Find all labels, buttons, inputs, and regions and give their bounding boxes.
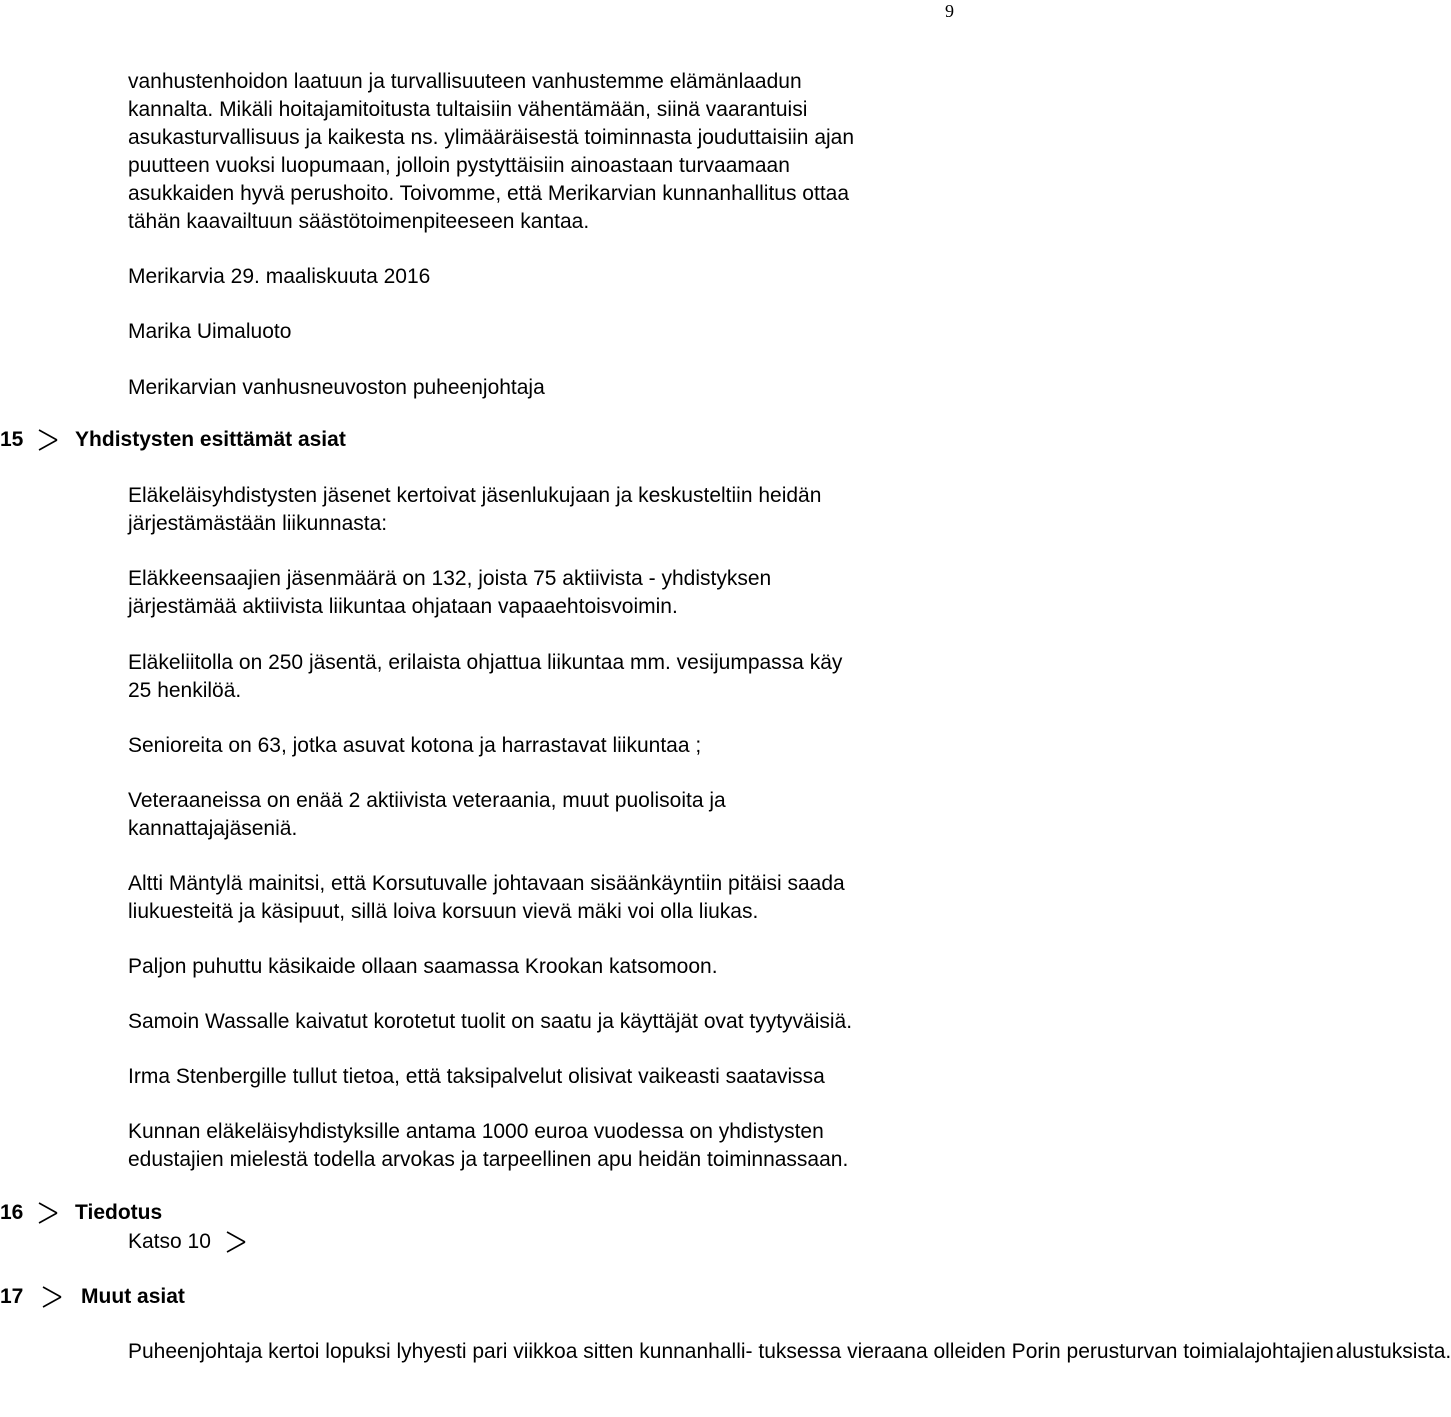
- section-15-paragraph: [128, 565, 771, 621]
- section-15-paragraph: [128, 1118, 848, 1174]
- text-line: Senioreita on 63, jotka asuvat kotona ja harrastavat liikuntaa ;: [128, 734, 702, 757]
- section-15-paragraph: [128, 953, 718, 981]
- section-17-paragraph: [128, 1338, 1451, 1366]
- signer-name: Marika Uimaluoto: [128, 320, 292, 343]
- text-line: puutteen vuoksi luopumaan, jolloin pystyttäisiin ainoastaan turvaamaan: [128, 154, 790, 177]
- text-line: liukuesteitä ja käsipuut, sillä loiva korsuun vievä mäki voi olla liukas.: [128, 900, 759, 923]
- section-marker-icon: [33, 1199, 67, 1227]
- page-number: 9: [945, 1, 954, 21]
- text-line: Veteraaneissa on enää 2 aktiivista veteraania, muut puolisoita ja: [128, 789, 726, 812]
- section-16-note: [128, 1228, 253, 1256]
- text-line: Samoin Wassalle kaivatut korotetut tuolit on saatu ja käyttäjät ovat tyytyväisiä.: [128, 1010, 853, 1033]
- intro-paragraph: [128, 68, 854, 236]
- section-15-paragraph: [128, 482, 821, 538]
- section-15-paragraph: [128, 649, 842, 705]
- text-line: kannalta. Mikäli hoitajamitoitusta tultaisiin vähentämään, siinä vaarantuisi: [128, 98, 808, 121]
- section-15-paragraph: [128, 787, 726, 843]
- text-line: järjestämää aktiivista liikuntaa ohjataan vapaaehtoisvoimin.: [128, 595, 678, 618]
- section-title: Tiedotus: [75, 1201, 163, 1224]
- text-line: tuksessa vieraana olleiden Porin perusturvan toimialajohtajien: [758, 1340, 1334, 1363]
- section-15-paragraph: [128, 1063, 825, 1091]
- text-line: Eläkkeensaajien jäsenmäärä on 132, joista 75 aktiivista - yhdistyksen: [128, 567, 772, 590]
- section-marker-icon: [33, 426, 67, 454]
- signer-title: Merikarvian vanhusneuvoston puheenjohtaja: [128, 376, 545, 399]
- text-line: Eläkeläisyhdistysten jäsenet kertoivat jäsenlukujaan ja keskusteltiin heidän: [128, 484, 822, 507]
- text-line: järjestämästään liikunnasta:: [128, 512, 388, 535]
- place-date: Merikarvia 29. maaliskuuta 2016: [128, 265, 431, 288]
- section-number: 16: [0, 1201, 24, 1224]
- note-text: Katso 10: [128, 1230, 211, 1253]
- section-15-heading: [0, 426, 346, 454]
- text-line: kannattajajäseniä.: [128, 817, 298, 840]
- section-marker-icon: [33, 1283, 73, 1311]
- text-line: 25 henkilöä.: [128, 679, 242, 702]
- text-line: asukasturvallisuus ja kaikesta ns. ylimääräisestä toiminnasta jouduttaisiin ajan: [128, 126, 855, 149]
- section-title: Muut asiat: [81, 1285, 185, 1308]
- text-line: Kunnan eläkeläisyhdistyksille antama 1000 euroa vuodessa on yhdistysten: [128, 1120, 824, 1143]
- text-line: Paljon puhuttu käsikaide ollaan saamassa Krookan katsomoon.: [128, 955, 718, 978]
- text-line: Puheenjohtaja kertoi lopuksi lyhyesti pari viikkoa sitten kunnanhalli-: [128, 1340, 753, 1363]
- text-line: asukkaiden hyvä perushoito. Toivomme, että Merikarvian kunnanhallitus ottaa: [128, 182, 850, 205]
- section-15-paragraph: [128, 732, 701, 760]
- section-15-paragraph: [128, 1008, 852, 1036]
- section-number: 15: [0, 428, 24, 451]
- text-line: tähän kaavailtuun säästötoimenpiteeseen kantaa.: [128, 210, 590, 233]
- section-title: Yhdistysten esittämät asiat: [75, 428, 346, 451]
- text-line: edustajien mielestä todella arvokas ja tarpeellinen apu heidän toiminnassaan.: [128, 1148, 849, 1171]
- section-16-heading: [0, 1199, 162, 1227]
- text-line: Altti Mäntylä mainitsi, että Korsutuvalle johtavaan sisäänkäyntiin pitäisi saada: [128, 872, 845, 895]
- section-15-paragraph: [128, 870, 845, 926]
- text-line: Eläkeliitolla on 250 jäsentä, erilaista ohjattua liikuntaa mm. vesijumpassa käy: [128, 651, 843, 674]
- text-line: vanhustenhoidon laatuun ja turvallisuuteen vanhustemme elämänlaadun: [128, 70, 802, 93]
- section-marker-icon: [223, 1228, 253, 1256]
- text-line: Irma Stenbergille tullut tietoa, että taksipalvelut olisivat vaikeasti saatavissa: [128, 1065, 825, 1088]
- text-line: alustuksista.: [1335, 1340, 1451, 1363]
- section-17-heading: [0, 1283, 185, 1311]
- section-number: 17: [0, 1285, 24, 1308]
